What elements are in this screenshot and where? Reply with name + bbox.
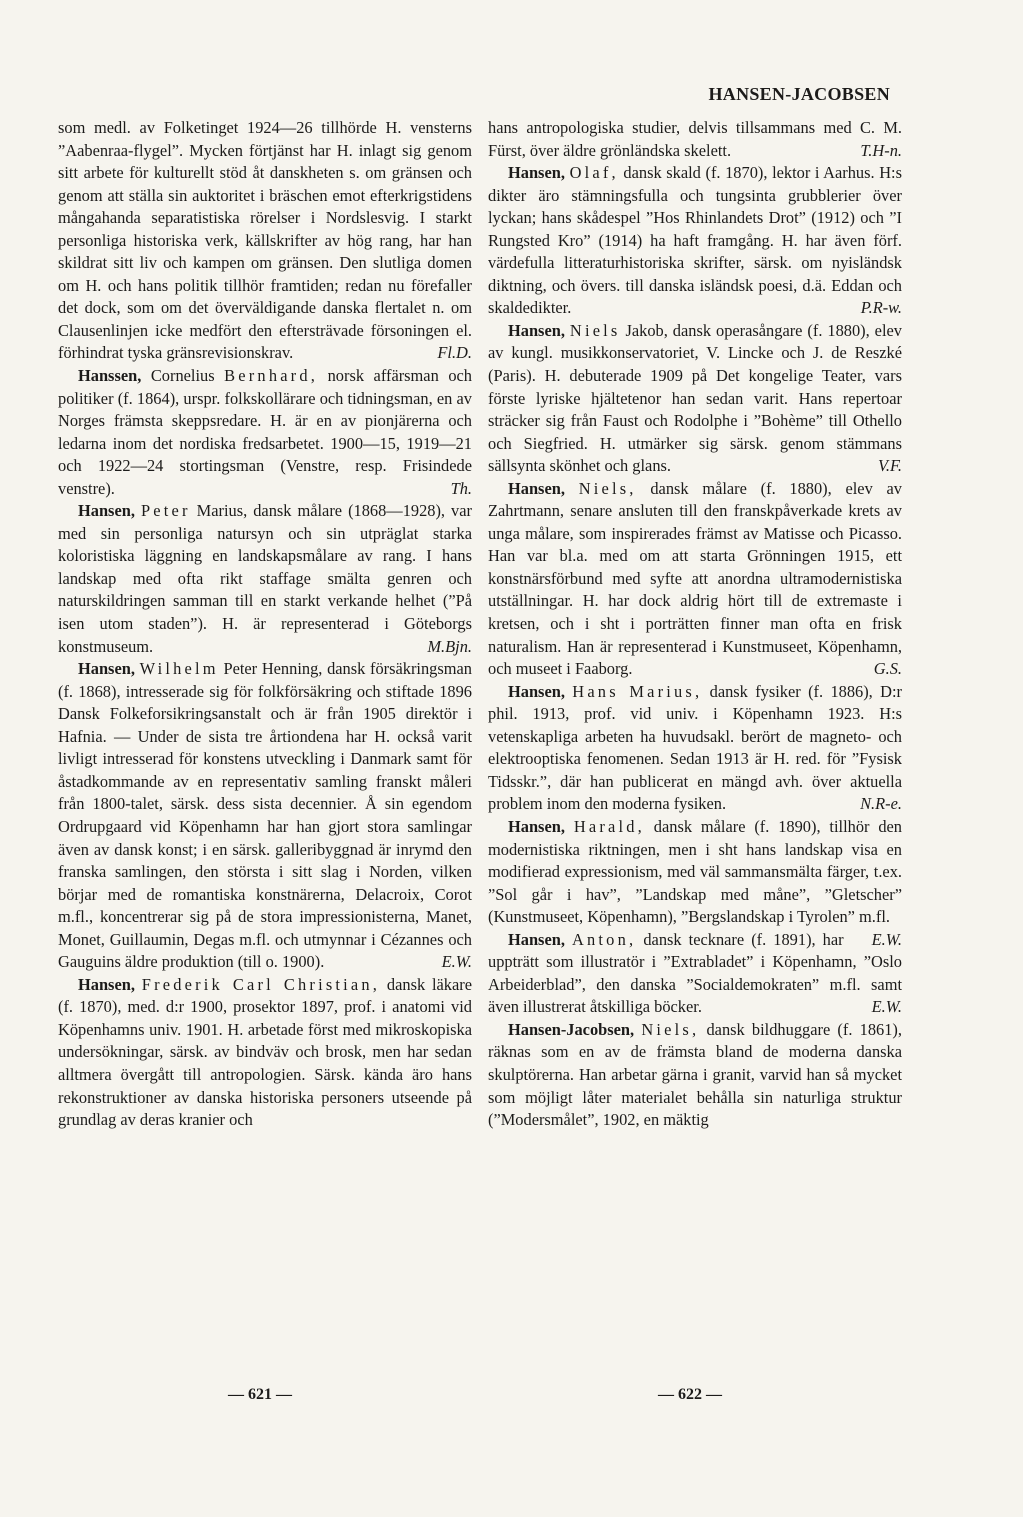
entry-given-spaced: Wilhelm (139, 659, 219, 679)
author-signature: N.R-e. (860, 794, 902, 814)
entry (488, 478, 902, 681)
entry-surname: Hanssen, (78, 366, 142, 386)
entry (58, 500, 472, 658)
entry-body: dansk målare (f. 1890), tillhör den modernistiska riktningen, men i sht hans landskap visa en modifierad expressionism, med väl sammansmälta färger, t.ex. ”Sol går i hav”, ”Landskap med måne”, ”Gletscher” (Kunstmuseet, Köpenhamn), ”Bergslandskap i Tyrolen” m.fl. (488, 816, 902, 927)
right-column (488, 117, 902, 1132)
entry (58, 974, 472, 1132)
entry-surname: Hansen, (508, 478, 565, 498)
entry-surname: Hansen, (78, 659, 135, 679)
continuation-paragraph (58, 117, 472, 365)
page-number-right: — 622 — (658, 1386, 722, 1403)
entry (488, 681, 902, 816)
entry-body: dansk operasångare (f. 1880), elev av kungl. musikkonservatoriet, V. Lincke och J. de Reszké (Paris). H. debuterade 1909 på Det kongelige Teater, vars förste lyriske hjältetenor han sedan varit. Hans repertoar sträcker sig från Faust och Rodolphe i ”Bohème” till Othello och Siegfried. H. utmärker sig särsk. genom stämmans sällsynta skönhet och glans. (488, 320, 902, 476)
running-head: HANSEN-JACOBSEN (708, 84, 890, 104)
entry-given-spaced: Frederik Carl Christian, (141, 974, 381, 994)
author-signature: E.W. (441, 952, 472, 972)
entry-body: dansk målare (1868—1928), var med sin personliga natursyn och sin utpräglat starka koloristiska läggning en landskapsmålare av rang. I hans landskap med ofta rikt staffage smälta genren och naturskildringen samman till en starkt verkande helhet (”På isen utom staden”). H. är representerad i Göteborgs konstmuseum. (58, 501, 472, 656)
entry-surname: Hansen, (508, 929, 565, 949)
author-signature: Fl.D. (437, 343, 472, 363)
entry (58, 658, 472, 974)
entry-given-spaced: Peter (140, 501, 191, 521)
entry-body: norsk affärsman och politiker (f. 1864), urspr. folkskollärare och tidningsman, en av Norges främsta skeppsredare. H. är en av pionjärerna och ledarna inom det nordiska fredsarbetet. 1900—15, 1919—21 och 1922—24 stortingsman (Venstre, resp. Frisindede venstre). (58, 366, 472, 498)
entry-body: dansk försäkringsman (f. 1868), intresserade sig för folkförsäkring och stiftade 1896 Dansk Folkeforsikringsanstalt och är från 1905 direktör i Hafnia. — Under de sista tre årtiondena har H. också varit livligt intresserad för konstens utveckling i Danmark samt för åstadkommande av en representativ samling franskt måleri från 1800-talet, särsk. dess sista decennier. Å sin egendom Ordrupgaard vid Köpenhamn har han gjort stora samlingar även av dansk konst; i en särsk. galleribyggnad är inrymd den franska samlingen, den största i sitt slag i Norden, vilken börjar med de romantiska konstnärerna, Delacroix, Corot m.fl., koncentrerar sig på de stora impressionisterna, Manet, Monet, Guillaumin, Degas m.fl. och utmynnar i Cézannes och Gauguins äldre produktion (till o. 1900). (58, 659, 472, 972)
entry-surname: Hansen, (508, 163, 565, 183)
author-signature: T.H-n. (860, 140, 902, 160)
entry-surname: Hansen, (508, 816, 565, 836)
entry-given-plain: Marius, (196, 501, 248, 521)
entry-body: dansk målare (f. 1880), elev av Zahrtmann, senare ansluten till den franskpåverkade krets av unga målare, som inspirerades främst av Matisse och Picasso. Han var bl.a. med om att starta Grönningen 1915, ett konstnärsförbund med syfte att anordna ultramodernistiska utställningar. H. har dock aldrig hört till de extremaste i kretsen, och i sht i porträtten finner man ofta en frisk naturalism. Han är representerad i Kunstmuseet, Köpenhamn, och museet i Faaborg. (488, 478, 902, 679)
author-signature: E.W. (871, 997, 902, 1017)
entry-given-spaced: Niels, (641, 1019, 700, 1039)
entry-body: dansk tecknare (f. 1891), har uppträtt som illustratör i ”Extrabladet” i Köpenhamn, ”Oslo Arbeiderblad”, den danska ”Socialdemokraten” m.fl. samt även illustrerat åtskilliga böcker. (488, 929, 902, 1017)
entry-body: dansk läkare (f. 1870), med. d:r 1900, prosektor 1897, prof. i anatomi vid Köpenhamns univ. 1901. H. arbetade först med mikroskopiska undersökningar, särsk. av bindväv och brosk, men har sedan alltmera övergått till antropologien. Särsk. kända äro hans rekonstruktioner av danska historiska personers utseende på grundlag av deras kranier och (58, 974, 472, 1130)
continuation-text: hans antropologiska studier, delvis tillsammans med C. M. Fürst, över äldre grönländska skelett. (488, 118, 902, 160)
continuation-text: som medl. av Folketinget 1924—26 tillhörde H. vensterns ”Aabenraa-flygel”. Mycken förtjänst har H. inlagt sig genom sitt arbete för kulturellt stöd åt danskheten s. om gränsen och genom att ställa sin auktoritet i bräschen emot efterkrigstidens mångahanda separatistiska rörelser i Nordslesvig. I starkt personliga historiska verk, källskrifter av hög rang, har han skildrat sitt liv och kampen om gränsen. Den slutliga domen om H. och hans politik tillhör framtiden; redan nu förefaller det dock, som om det överväldigande danska flertalet n. om Clausenlinjen icke medfört den eftersträvade försoningen el. förhindrat tyska gränsrevisionskrav. (58, 118, 472, 363)
entry-body: dansk skald (f. 1870), lektor i Aarhus. H:s dikter äro stämningsfulla och tungsinta grubblerier över lyckan; hans skådespel ”Hos Rhinlandets Drot” (1912) och ”I Rungsted Kro” (1914) ha haft framgång. H. har även förf. värdefulla litteraturhistoriska skrifter, särsk. om nyisländsk diktning, och övers. till danska isländsk poesi, d.ä. Eddan och skaldedikter. (488, 163, 902, 318)
entry-surname: Hansen, (78, 501, 135, 521)
entry-given-spaced: Niels (569, 320, 621, 340)
author-signature: V.F. (878, 456, 902, 476)
entry (488, 1019, 902, 1132)
entry-given-spaced: Harald, (573, 816, 645, 836)
entry-given-spaced: Niels, (578, 478, 637, 498)
entry (488, 320, 902, 478)
entry-given-spaced: Bernhard, (224, 366, 319, 386)
entry-given-spaced: Anton, (572, 929, 637, 949)
author-signature: G.S. (873, 659, 902, 679)
entry-surname: Hansen-Jacobsen, (508, 1019, 635, 1039)
entry-given-plain: Jakob, (625, 320, 668, 340)
page-number-left: — 621 — (228, 1386, 292, 1403)
entry-surname: Hansen, (508, 320, 565, 340)
entry-given-spaced: Olaf, (569, 163, 619, 183)
entry (488, 162, 902, 320)
author-signature: M.Bjn. (427, 636, 472, 656)
entry-surname: Hansen, (78, 974, 135, 994)
continuation-paragraph (488, 117, 902, 162)
entry-given-spaced: Hans Marius, (572, 681, 703, 701)
entry-given-plain: Peter Henning, (223, 659, 323, 679)
entry-body: dansk fysiker (f. 1886), D:r phil. 1913, prof. vid univ. i Köpenhamn 1923. H:s vetenskapliga arbeten ha huvudsakl. berört de magneto- och elektrooptiska fenomenen. Sedan 1913 är H. red. för ”Fysisk Tidsskr.”, där han publicerat en mängd avh. över aktuella problem inom den moderna fysiken. (488, 681, 902, 814)
entry-surname: Hansen, (508, 681, 565, 701)
author-signature: E.W. (871, 929, 902, 949)
author-signature: P.R-w. (860, 298, 902, 318)
entry-body: dansk bildhuggare (f. 1861), räknas som en av de främsta bland de moderna danska skulptörerna. Han arbetar gärna i granit, varvid han så mycket som möjligt låter materialet behålla sin naturliga struktur (”Modersmålet”, 1902, en mäktig (488, 1019, 902, 1130)
entry (488, 929, 902, 1019)
entry (58, 365, 472, 500)
author-signature: Th. (450, 478, 472, 498)
entry-given-plain: Cornelius (150, 366, 215, 386)
left-column (58, 117, 472, 1132)
